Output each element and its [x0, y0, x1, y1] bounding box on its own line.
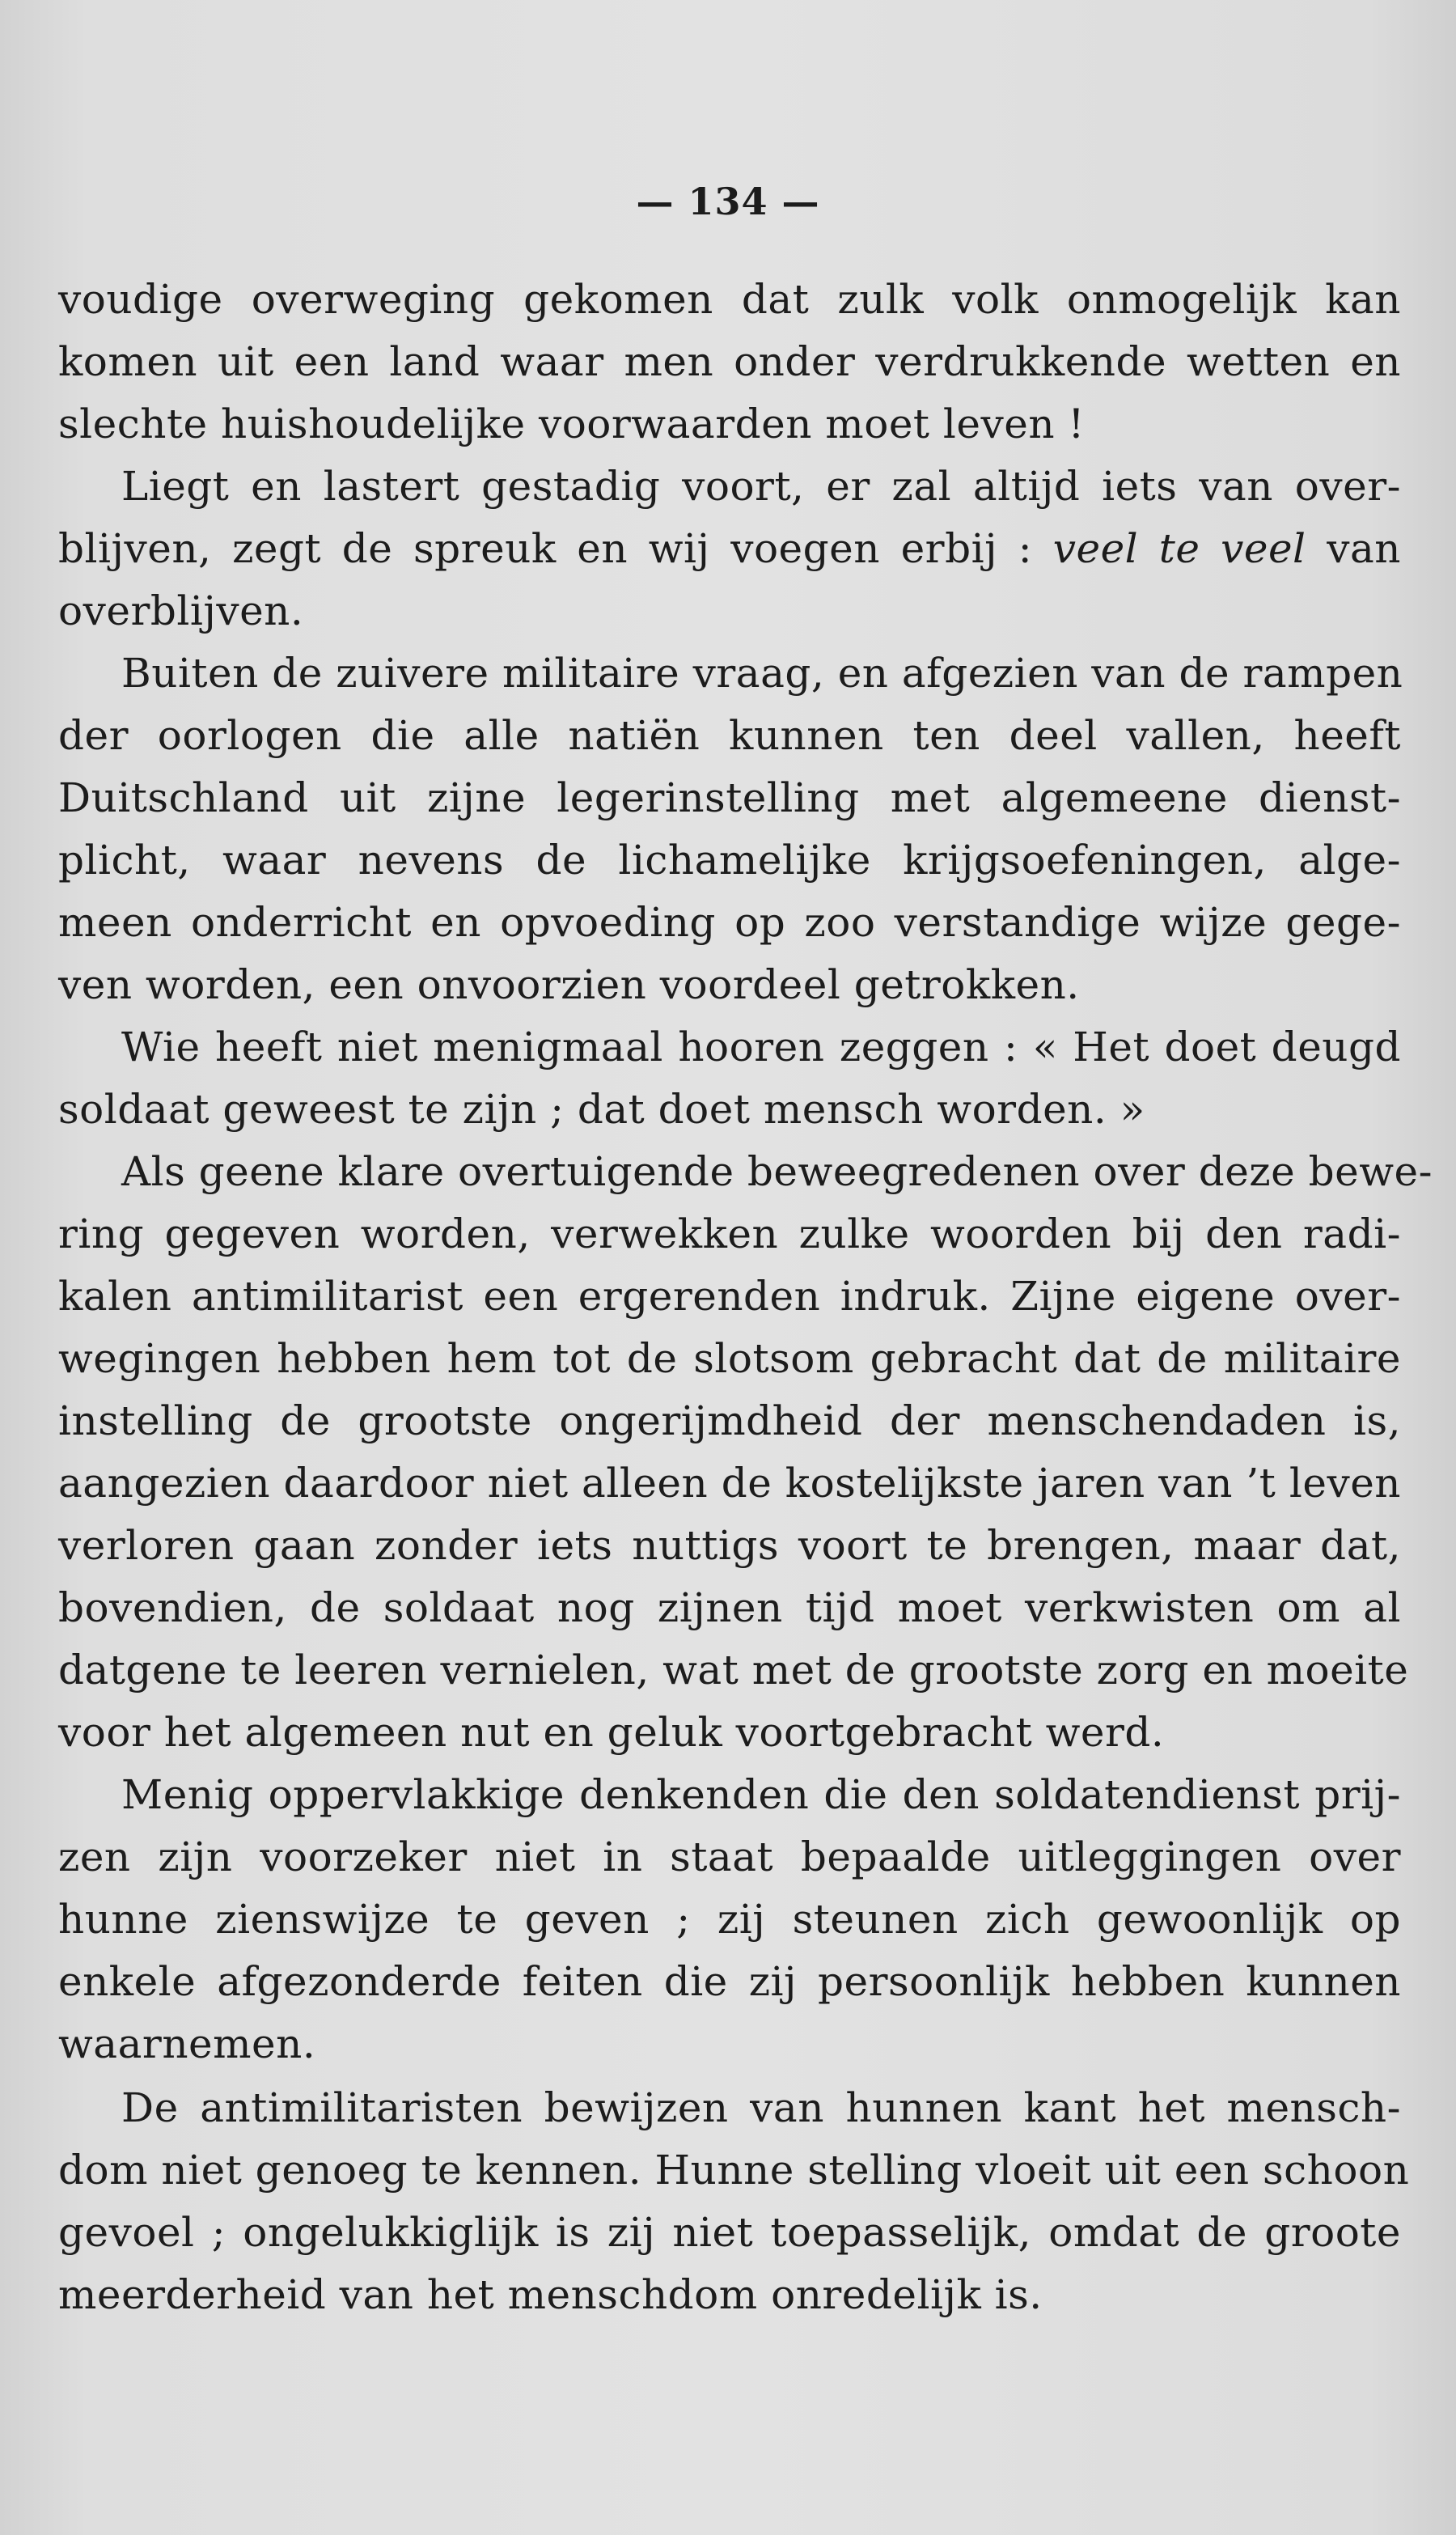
text-line: aangezien daardoor niet alleen de kostelijkste jaren van ’t leven [58, 1460, 1401, 1507]
text-line: overblijven. [58, 587, 304, 634]
text-line: datgene te leeren vernielen, wat met de grootste zorg en moeite [58, 1647, 1409, 1694]
text-line: voor het algemeen nut en geluk voortgebracht werd. [58, 1709, 1165, 1756]
text-line: meerderheid van het menschdom onredelijk is. [58, 2271, 1043, 2318]
text-line: ring gegeven worden, verwekken zulke woorden bij den radi- [58, 1210, 1401, 1257]
text-line: slechte huishoudelijke voorwaarden moet leven ! [58, 401, 1086, 447]
text-line: waarnemen. [58, 2020, 316, 2067]
body-text [58, 269, 1433, 2326]
paragraph [58, 642, 1401, 1016]
text-line: soldaat geweest te zijn ; dat doet mensch worden. » [58, 1086, 1145, 1133]
paragraph [58, 269, 1401, 456]
text-line: Duitschland uit zijne legerinstelling met algemeene dienst- [58, 774, 1401, 821]
text-line: der oorlogen die alle natiën kunnen ten deel vallen, heeft [58, 712, 1401, 759]
text-segment: blijven, zegt de spreuk en wij voegen erbij : [58, 525, 1033, 572]
emphasized-text: veel te veel [1052, 525, 1306, 572]
text-line: Als geene klare overtuigende beweegredenen over deze bewe- [121, 1148, 1433, 1195]
paragraph [58, 2077, 1410, 2326]
text-line: verloren gaan zonder iets nuttigs voort te brengen, maar dat, [58, 1522, 1401, 1569]
text-line: meen onderricht en opvoeding op zoo verstandige wijze gege- [58, 899, 1401, 946]
paragraph [58, 1764, 1401, 2075]
text-line: hunne zienswijze te geven ; zij steunen zich gewoonlijk op [58, 1896, 1401, 1943]
text-line: Buiten de zuivere militaire vraag, en afgezien van de rampen [121, 650, 1403, 697]
text-line: Wie heeft niet menigmaal hooren zeggen : « Het doet deugd [121, 1024, 1401, 1070]
text-line: dom niet genoeg te kennen. Hunne stelling vloeit uit een schoon [58, 2147, 1410, 2194]
text-line: zen zijn voorzeker niet in staat bepaalde uitleggingen over [58, 1833, 1401, 1880]
paragraph [58, 1016, 1401, 1141]
text-line: Menig oppervlakkige denkenden die den soldatendienst prij- [121, 1771, 1401, 1818]
text-line [58, 518, 1401, 580]
paragraph [58, 1141, 1433, 1764]
paragraph [58, 456, 1401, 642]
text-line: De antimilitaristen bewijzen van hunnen kant het mensch- [121, 2084, 1401, 2131]
text-line: bovendien, de soldaat nog zijnen tijd moet verkwisten om al [58, 1584, 1401, 1631]
text-line: enkele afgezonderde feiten die zij persoonlijk hebben kunnen [58, 1958, 1401, 2005]
text-line: kalen antimilitarist een ergerenden indruk. Zijne eigene over- [58, 1273, 1401, 1320]
text-line: plicht, waar nevens de lichamelijke krijgsoefeningen, alge- [58, 837, 1401, 884]
text-segment: van [1327, 525, 1401, 572]
text-line: instelling de grootste ongerijmdheid der menschendaden is, [58, 1397, 1401, 1444]
page-number: — 134 — [636, 180, 820, 223]
text-line: gevoel ; ongelukkiglijk is zij niet toepasselijk, omdat de groote [58, 2209, 1401, 2256]
text-line: voudige overweging gekomen dat zulk volk onmogelijk kan [58, 276, 1401, 323]
text-line: wegingen hebben hem tot de slotsom gebracht dat de militaire [58, 1335, 1401, 1382]
text-line: ven worden, een onvoorzien voordeel getrokken. [58, 961, 1080, 1008]
text-line: komen uit een land waar men onder verdrukkende wetten en [58, 338, 1401, 385]
text-line: Liegt en lastert gestadig voort, er zal altijd iets van over- [121, 463, 1401, 510]
